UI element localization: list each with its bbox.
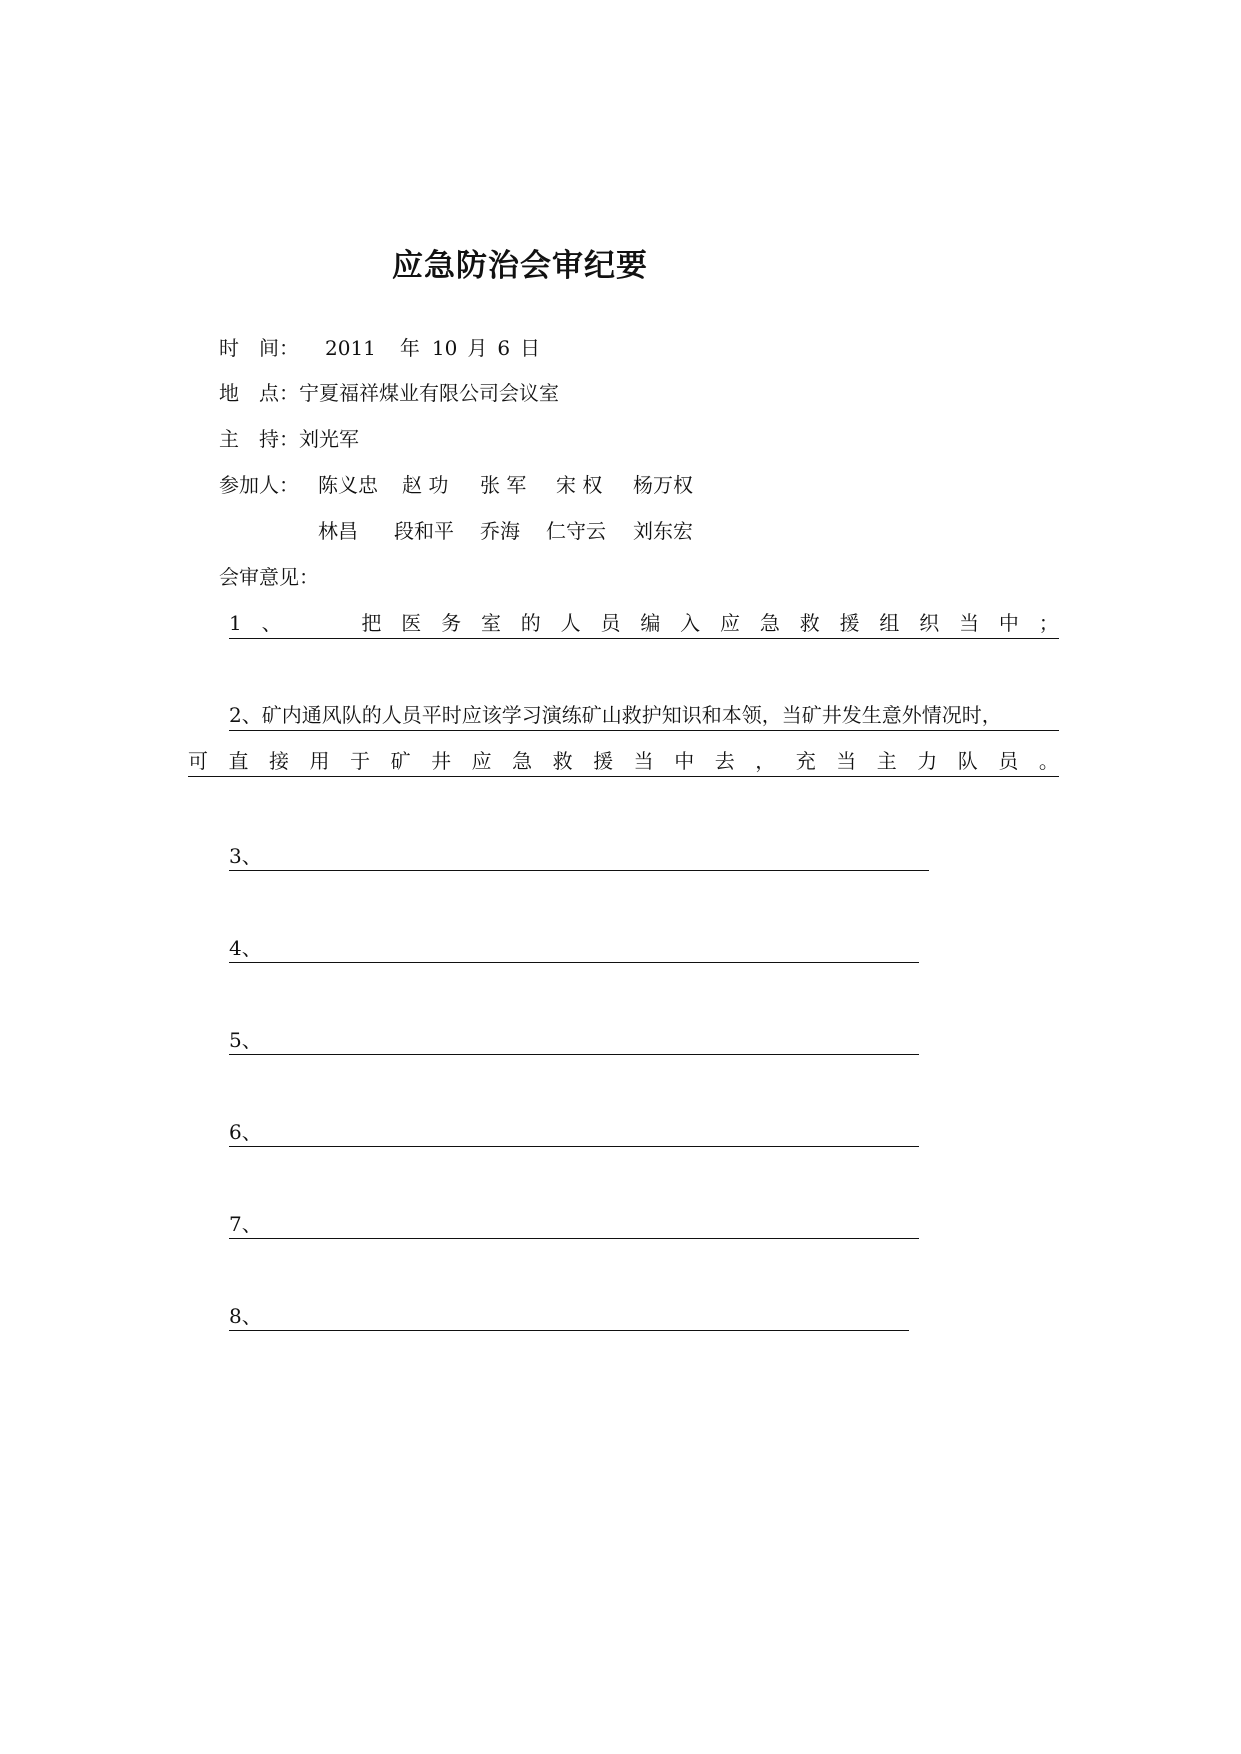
opinion-item-1-char: 员	[600, 611, 621, 635]
opinion-item-1-char: 当	[959, 611, 980, 635]
opinion-item-1-char: 室	[480, 611, 501, 635]
blank-underline	[229, 1238, 919, 1239]
host-row	[219, 426, 359, 452]
attendee-name: 乔海	[480, 519, 520, 543]
opinion-number: 5、	[229, 1028, 262, 1052]
attendee-name: 赵 功	[402, 473, 449, 497]
time-month: 10	[431, 336, 458, 360]
location-row	[219, 380, 559, 406]
opinion-item-2-char: 去	[714, 749, 735, 773]
opinion-item-2-char: 急	[512, 749, 533, 773]
time-label: 时 间：	[219, 336, 299, 360]
time-day-unit: 日	[520, 336, 541, 360]
opinion-item-2-char: 主	[876, 749, 897, 773]
time-day: 6	[497, 336, 511, 360]
opinion-item-2-char: 可	[188, 749, 208, 773]
opinion-item-2-char: 井	[431, 749, 452, 773]
host-label: 主 持：	[219, 427, 299, 451]
attendees-label: 参加人：	[219, 473, 299, 497]
opinion-item-2-char: 于	[350, 749, 371, 773]
attendee-name: 宋 权	[556, 473, 603, 497]
time-year: 2011	[325, 336, 376, 360]
opinion-item-2-char: 当	[633, 749, 654, 773]
opinion-number: 6、	[229, 1120, 262, 1144]
opinion-blank-item-4	[229, 935, 919, 963]
opinion-item-2-char: 当	[836, 749, 857, 773]
attendee-name: 林昌	[318, 519, 358, 543]
opinion-item-1-char: 援	[839, 611, 860, 635]
document-title: 应急防治会审纪要	[392, 248, 648, 284]
opinion-item-1-char: 的	[520, 611, 541, 635]
attendee-name: 陈义忠	[318, 473, 378, 497]
attendee-name: 张 军	[480, 473, 527, 497]
opinion-item-2-char: 用	[309, 749, 330, 773]
blank-underline	[229, 962, 919, 963]
opinion-item-1-char: 应	[720, 611, 741, 635]
opinion-item-2-char: 中	[674, 749, 695, 773]
opinion-item-2-char: 援	[593, 749, 614, 773]
location-value: 宁夏福祥煤业有限公司会议室	[299, 381, 559, 405]
opinion-blank-item-6	[229, 1119, 919, 1147]
time-year-unit: 年	[399, 336, 420, 360]
opinion-item-1-char: 组	[879, 611, 900, 635]
attendee-name: 杨万权	[633, 473, 693, 497]
opinion-item-2-char: 员	[998, 749, 1019, 773]
opinion-item-2-char: ，	[755, 749, 776, 773]
attendee-name: 段和平	[394, 519, 454, 543]
opinion-item-2-char: 接	[269, 749, 290, 773]
opinions-label: 会审意见：	[219, 565, 319, 589]
opinion-item-1-char: 入	[680, 611, 701, 635]
opinion-blank-item-8	[229, 1303, 909, 1331]
opinion-number: 8、	[229, 1304, 262, 1328]
opinion-number: 7、	[229, 1212, 262, 1236]
time-row	[219, 335, 540, 361]
opinion-number: 3、	[229, 844, 262, 868]
attendee-name: 仁守云	[546, 519, 606, 543]
attendee-name: 刘东宏	[633, 519, 693, 543]
opinion-item-1-char: 编	[640, 611, 661, 635]
opinion-item-2-char: 力	[917, 749, 938, 773]
host-value: 刘光军	[299, 427, 359, 451]
opinion-blank-item-3	[229, 843, 929, 871]
attendees-row-1	[219, 472, 299, 498]
opinion-item-2-char: 矿	[390, 749, 411, 773]
opinion-item-2-char: 充	[795, 749, 816, 773]
opinion-item-2-line-2	[188, 748, 1059, 777]
opinion-item-2-char: 队	[957, 749, 978, 773]
opinion-item-2-char: 直	[228, 749, 249, 773]
opinion-blank-item-5	[229, 1027, 919, 1055]
opinion-item-1	[229, 610, 1059, 639]
opinion-item-1-char: 、	[261, 611, 282, 635]
blank-underline	[229, 1054, 919, 1055]
opinion-item-1-char: 1	[229, 611, 242, 635]
opinion-item-1-char: 把	[361, 611, 382, 635]
opinion-item-1-char: 人	[560, 611, 581, 635]
blank-underline	[229, 1330, 909, 1331]
opinion-blank-item-7	[229, 1211, 919, 1239]
opinion-item-1-char: 救	[799, 611, 820, 635]
blank-underline	[229, 1146, 919, 1147]
opinion-number: 4、	[229, 936, 262, 960]
opinion-item-2-line-1: 2、矿内通风队的人员平时应该学习演练矿山救护知识和本领，当矿井发生意外情况时，	[229, 702, 1059, 731]
opinion-item-2-char: 救	[552, 749, 573, 773]
blank-underline	[229, 870, 929, 871]
opinion-item-2-char: 。	[1038, 749, 1059, 773]
opinion-item-1-char: 急	[759, 611, 780, 635]
opinion-item-1-char: ；	[1038, 611, 1059, 635]
location-label: 地 点：	[219, 381, 299, 405]
opinion-item-2-char: 应	[471, 749, 492, 773]
opinion-item-1-char: 中	[998, 611, 1019, 635]
opinion-item-1-char: 医	[401, 611, 422, 635]
opinion-item-1-char: 织	[919, 611, 940, 635]
opinion-item-1-char: 务	[441, 611, 462, 635]
time-month-unit: 月	[467, 336, 488, 360]
